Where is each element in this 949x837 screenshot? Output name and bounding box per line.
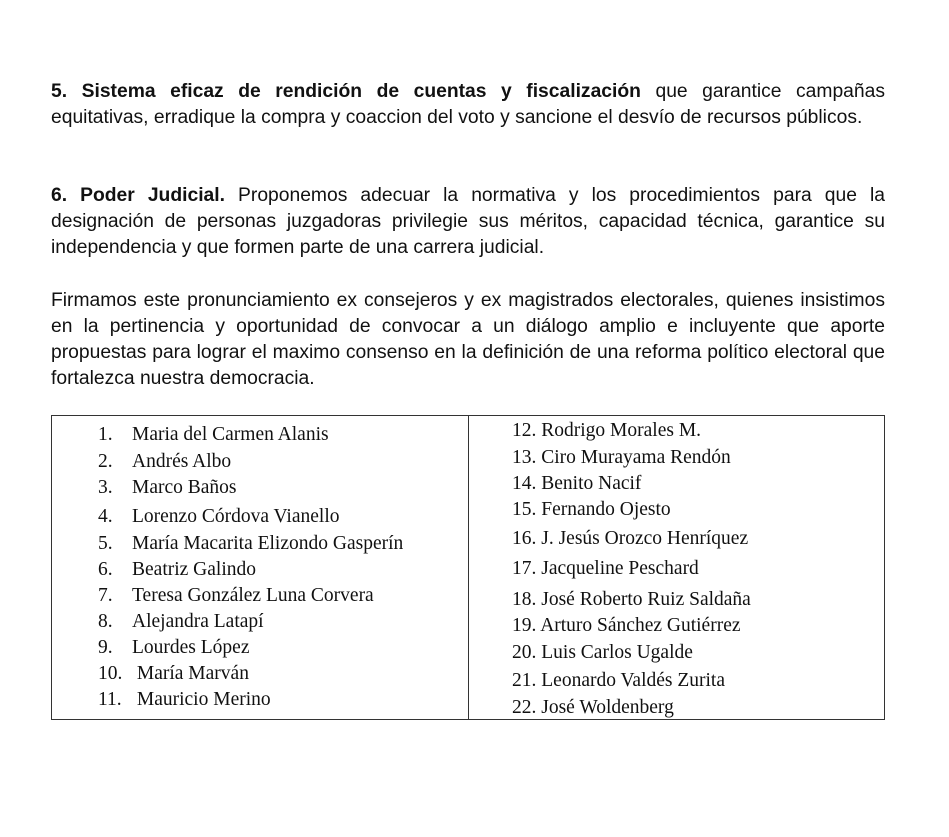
signatory: 11. Mauricio Merino: [98, 689, 271, 710]
signatory: 10. María Marván: [98, 663, 249, 684]
paragraph-body: Proponemos adecuar la normativa y los procedimientos para que la designación de personas juzgadoras privilegie sus méritos, capacidad técnica, garantice su independencia y que formen parte de una carrera judicial.: [51, 185, 885, 258]
signatory: 20. Luis Carlos Ugalde: [512, 642, 693, 663]
signatory: 18. José Roberto Ruiz Saldaña: [512, 589, 751, 610]
signatory: 6. Beatriz Galindo: [98, 559, 256, 580]
paragraph-accountability: [51, 79, 885, 131]
signatory: 21. Leonardo Valdés Zurita: [512, 670, 725, 691]
signatory: 17. Jacqueline Peschard: [512, 558, 699, 579]
paragraph-heading: 5. Sistema eficaz de rendición de cuentas y fiscalización: [51, 81, 641, 102]
signatory: 15. Fernando Ojesto: [512, 499, 671, 520]
signatory: 14. Benito Nacif: [512, 473, 642, 494]
column-divider: [468, 416, 469, 719]
signatory: 5. María Macarita Elizondo Gasperín: [98, 533, 404, 554]
signatories-table: [51, 415, 885, 720]
signatory: 4. Lorenzo Córdova Vianello: [98, 506, 340, 527]
signatory: 22. José Woldenberg: [512, 697, 674, 718]
signatory: 8. Alejandra Latapí: [98, 611, 264, 632]
signatory: 13. Ciro Murayama Rendón: [512, 447, 731, 468]
signatory: 19. Arturo Sánchez Gutiérrez: [512, 615, 741, 636]
signatory: 12. Rodrigo Morales M.: [512, 420, 702, 441]
paragraph-heading: 6. Poder Judicial.: [51, 185, 225, 206]
paragraph-body: Firmamos este pronunciamiento ex consejeros y ex magistrados electorales, quienes insistimos en la pertinencia y oportunidad de convocar a un diálogo amplio e incluyente que aporte propuestas para lograr el maximo consenso en la definición de una reforma político electoral que fortalezca nuestra democracia.: [51, 290, 885, 389]
paragraph-closing-statement: [51, 288, 885, 392]
signatory: 3. Marco Baños: [98, 477, 237, 498]
signatory: 16. J. Jesús Orozco Henríquez: [512, 528, 749, 549]
paragraph-body: que garantice campañas equitativas, erradique la compra y coaccion del voto y sancione el desvío de recursos públicos.: [51, 81, 885, 128]
signatory: 9. Lourdes López: [98, 637, 250, 658]
paragraph-judicial: [51, 183, 885, 261]
signatory: 2. Andrés Albo: [98, 451, 232, 472]
signatory: 1. Maria del Carmen Alanis: [98, 424, 329, 445]
signatory: 7. Teresa González Luna Corvera: [98, 585, 374, 606]
